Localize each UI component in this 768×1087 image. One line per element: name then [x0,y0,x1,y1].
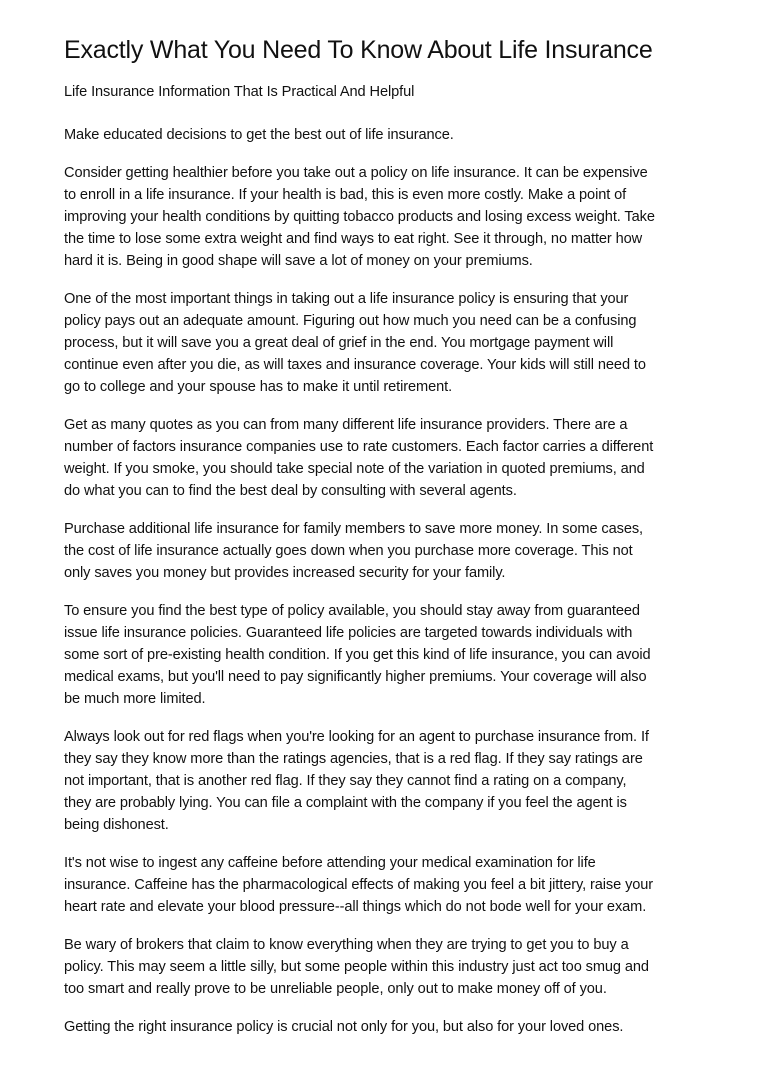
paragraph-line: they are probably lying. You can file a complaint with the company if you feel the agent is [64,795,627,811]
paragraph-line: do what you can to find the best deal by consulting with several agents. [64,483,517,499]
paragraph-line: they say they know more than the ratings agencies, that is a red flag. If they say ratings are [64,751,643,767]
paragraph-line: the time to lose some extra weight and find ways to eat right. See it through, no matter how [64,231,643,247]
paragraph-line: policy pays out an adequate amount. Figuring out how much you need can be a confusing [64,313,637,329]
paragraph-line: not important, that is another red flag. If they say they cannot find a rating on a company, [64,773,627,789]
paragraph-line: Consider getting healthier before you take out a policy on life insurance. It can be expensive [64,165,648,181]
paragraph-line: be much more limited. [64,691,206,707]
paragraph-line: too smart and really prove to be unreliable people, only out to make money off of you. [64,981,607,997]
paragraph-line: Always look out for red flags when you're looking for an agent to purchase insurance from. If [64,729,649,745]
body-paragraph [64,852,768,918]
paragraph-line: to enroll in a life insurance. If your health is bad, this is even more costly. Make a point of [64,187,627,203]
paragraph-line: heart rate and elevate your blood pressure--all things which do not bode well for your exam. [64,899,647,915]
body-paragraphs [64,162,768,1038]
paragraph-line: weight. If you smoke, you should take special note of the variation in quoted premiums, and [64,461,645,477]
paragraph-line: insurance. Caffeine has the pharmacological effects of making you feel a bit jittery, raise your [64,877,654,893]
paragraph-line: process, but it will save you a great deal of grief in the end. You mortgage payment will [64,335,614,351]
paragraph-line: Be wary of brokers that claim to know everything when they are trying to get you to buy a [64,937,629,953]
body-paragraph [64,518,768,584]
body-paragraph [64,288,768,398]
body-paragraph [64,1016,768,1038]
body-paragraph [64,600,768,710]
paragraph-line: Getting the right insurance policy is crucial not only for you, but also for your loved ones. [64,1019,624,1035]
intro-paragraph: Make educated decisions to get the best out of life insurance. [64,127,454,143]
body-paragraph [64,934,768,1000]
paragraph-line: One of the most important things in taking out a life insurance policy is ensuring that your [64,291,629,307]
document-title: Exactly What You Need To Know About Life Insurance [64,36,653,64]
paragraph-line: issue life insurance policies. Guaranteed life policies are targeted towards individuals with [64,625,633,641]
paragraph-line: being dishonest. [64,817,169,833]
paragraph-line: improving your health conditions by quitting tobacco products and losing excess weight. Take [64,209,655,225]
body-paragraph [64,162,768,272]
paragraph-line: some sort of pre-existing health condition. If you get this kind of life insurance, you can avoid [64,647,651,663]
paragraph-line: continue even after you die, as will taxes and insurance coverage. Your kids will still need to [64,357,646,373]
document-subtitle: Life Insurance Information That Is Practical And Helpful [64,84,415,100]
paragraph-line: the cost of life insurance actually goes down when you purchase more coverage. This not [64,543,633,559]
paragraph-line: hard it is. Being in good shape will save a lot of money on your premiums. [64,253,533,269]
paragraph-line: Purchase additional life insurance for family members to save more money. In some cases, [64,521,643,537]
paragraph-line: policy. This may seem a little silly, but some people within this industry just act too smug and [64,959,649,975]
paragraph-line: only saves you money but provides increased security for your family. [64,565,506,581]
paragraph-line: To ensure you find the best type of policy available, you should stay away from guaranteed [64,603,640,619]
paragraph-line: It's not wise to ingest any caffeine before attending your medical examination for life [64,855,596,871]
body-paragraph [64,726,768,836]
paragraph-line: number of factors insurance companies use to rate customers. Each factor carries a different [64,439,654,455]
paragraph-line: Get as many quotes as you can from many different life insurance providers. There are a [64,417,628,433]
paragraph-line: go to college and your spouse has to make it until retirement. [64,379,453,395]
paragraph-line: medical exams, but you'll need to pay significantly higher premiums. Your coverage will also [64,669,647,685]
body-paragraph [64,414,768,502]
